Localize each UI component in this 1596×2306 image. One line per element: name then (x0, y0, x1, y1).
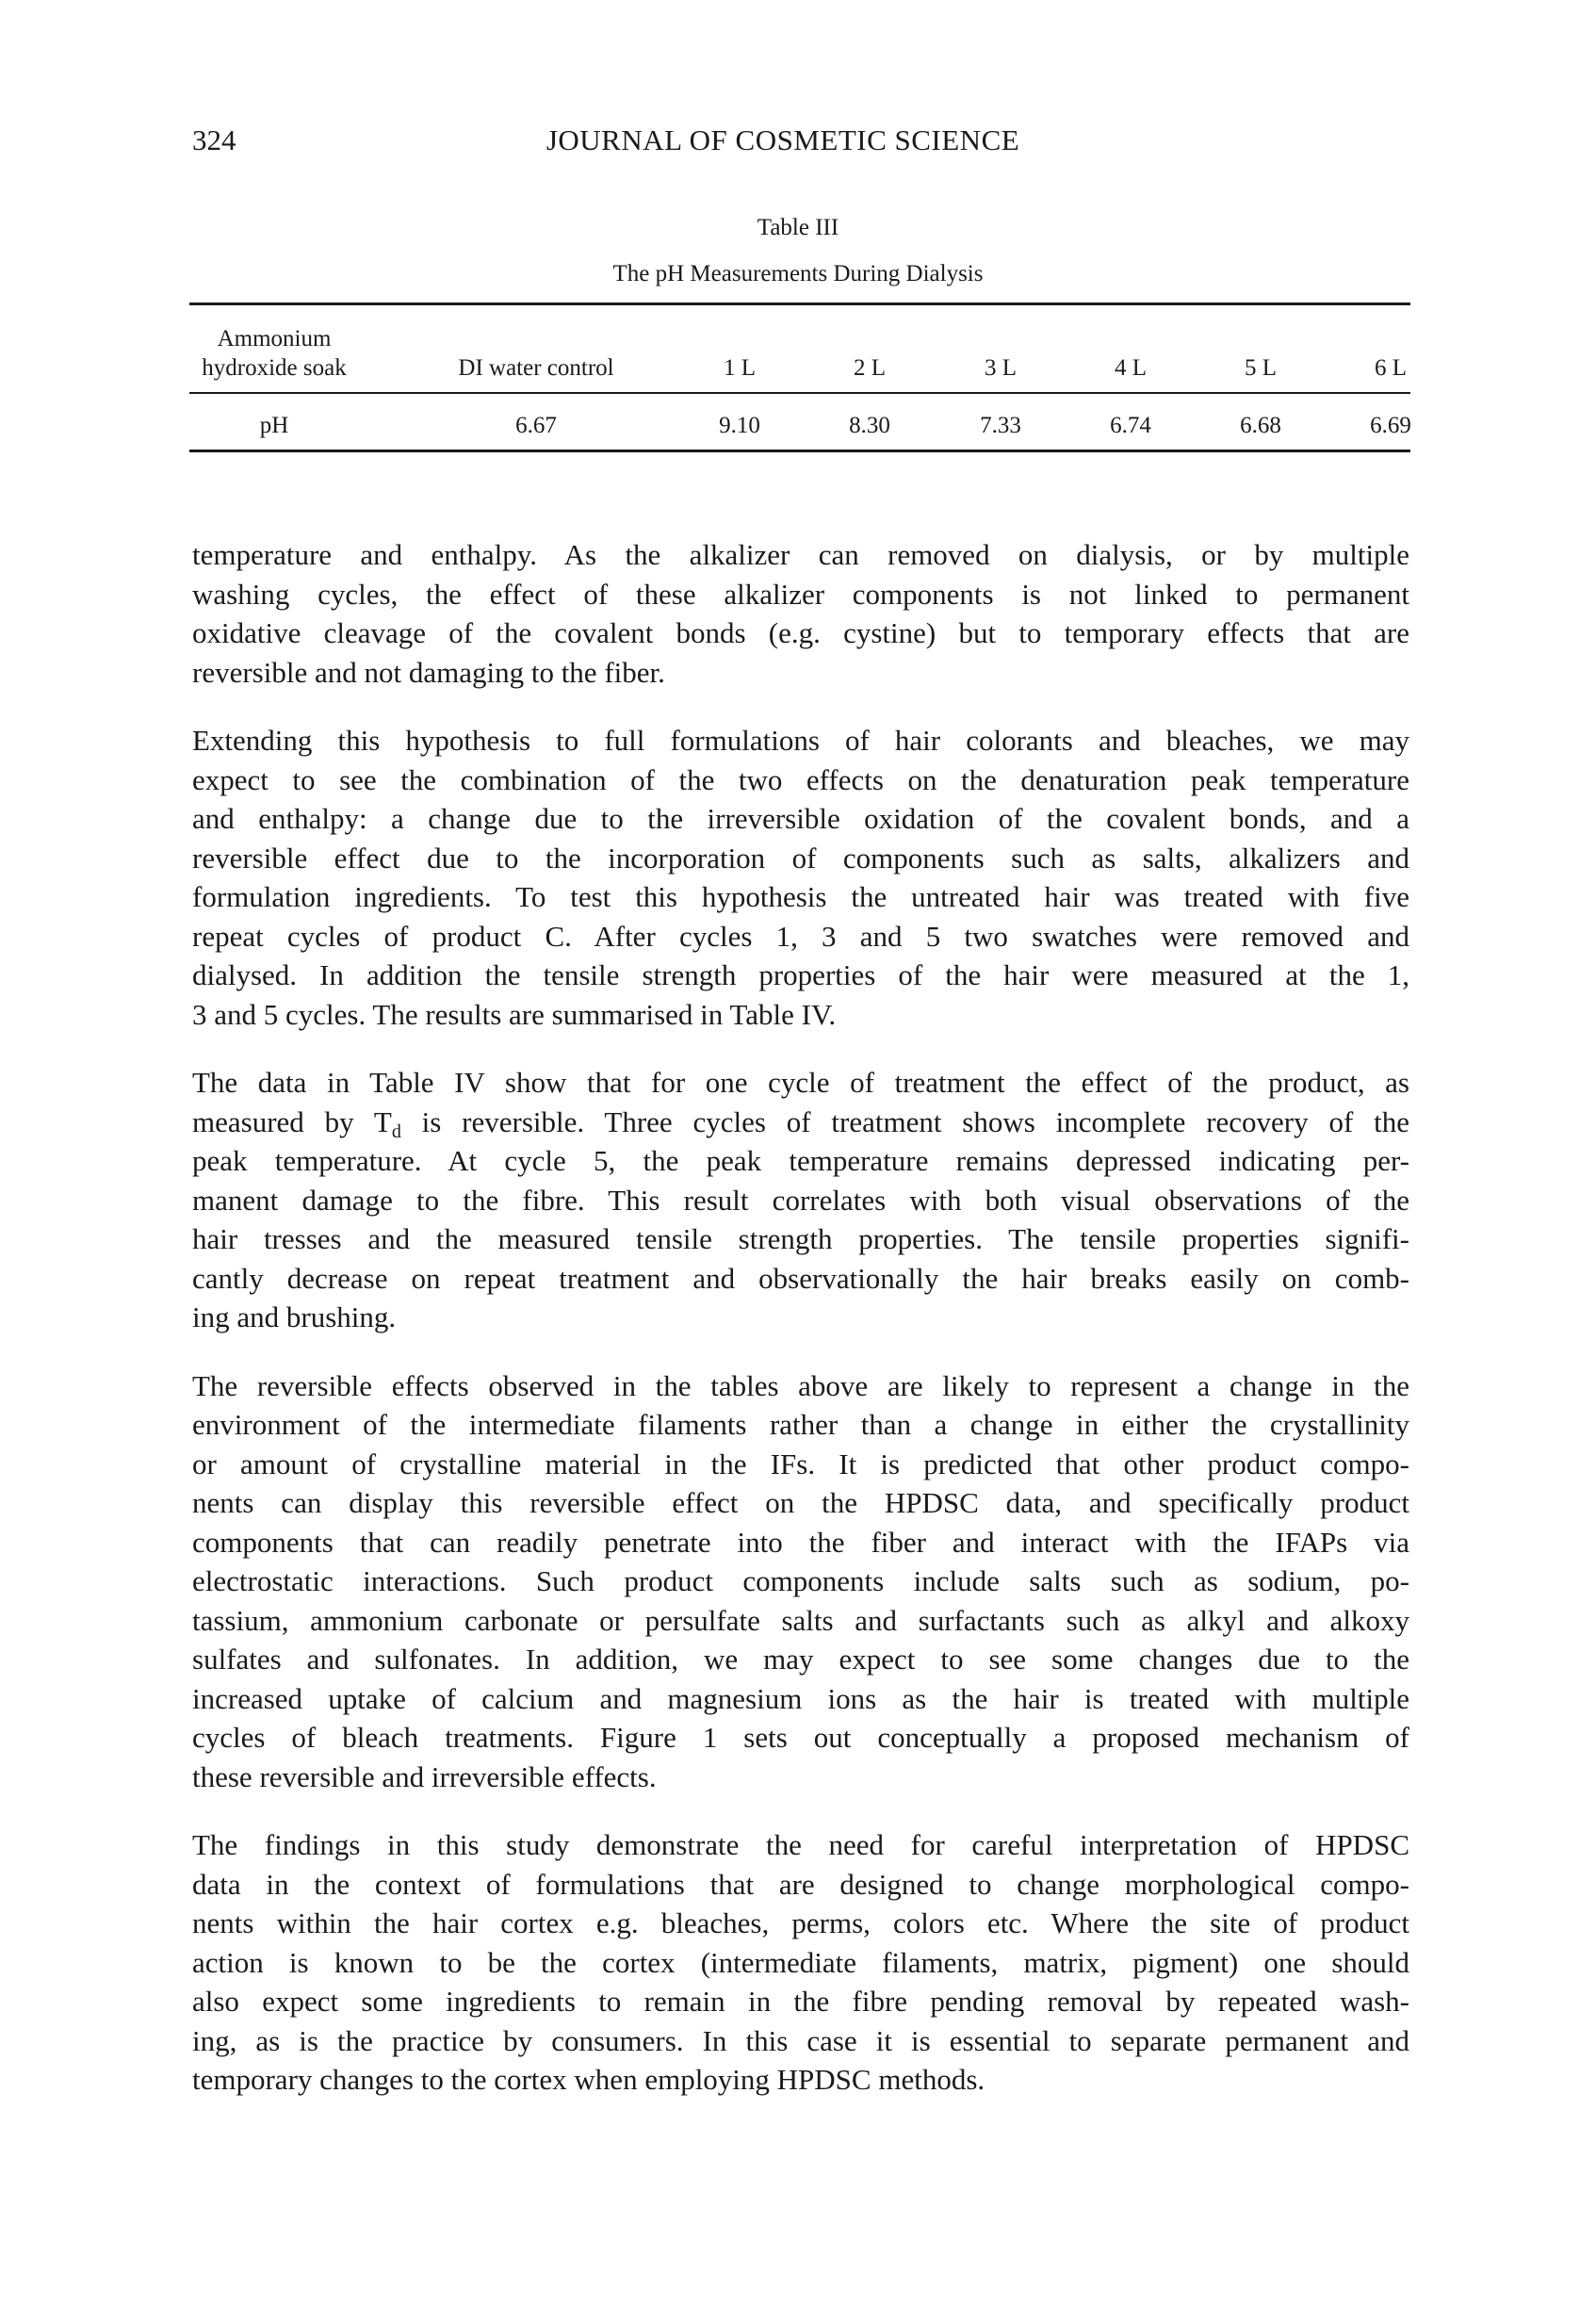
table-header-rule (189, 392, 1410, 394)
table-cell-ph: 7.33 (980, 413, 1021, 438)
text-line: dialysed. In addition the tensile strength properties of the hair were measured at the 1, (192, 958, 1409, 991)
table-column-header: 2 L (853, 355, 887, 381)
text-line: sulfates and sulfonates. In addition, we may expect to see some changes due to the (192, 1643, 1409, 1676)
table-cell-ph: 6.69 (1370, 413, 1411, 438)
text-line: nents can display this reversible effect on the HPDSC data, and specifically product (192, 1486, 1409, 1519)
text-line: also expect some ingredients to remain in the fibre pending removal by repeated wash- (192, 1985, 1409, 2018)
text-line: peak temperature. At cycle 5, the peak temperature remains depressed indicating per- (192, 1144, 1409, 1177)
running-header (0, 123, 1596, 157)
body-text (192, 535, 1409, 2129)
text-line: expect to see the combination of the two effects on the denaturation peak temperature (192, 762, 1409, 796)
text-line: washing cycles, the effect of these alkalizer components is not linked to permanent (192, 577, 1409, 611)
text-line: repeat cycles of product C. After cycles 1, 3 and 5 two swatches were removed and (192, 919, 1409, 953)
table-column-header: 6 L (1374, 355, 1408, 381)
text-run: is reversible. Three cycles of treatment shows incomplete recovery of the (400, 1104, 1409, 1138)
text-line: The data in Table IV show that for one cycle of treatment the effect of the product, as (192, 1066, 1409, 1099)
text-line: formulation ingredients. To test this hypothesis the untreated hair was treated with five (192, 880, 1409, 913)
table-header-label-line2: hydroxide soak (202, 355, 347, 381)
table-cell-ph: 8.30 (849, 413, 890, 438)
text-line: and enthalpy: a change due to the irreversible oxidation of the covalent bonds, and a (192, 802, 1409, 835)
text-line: ing, as is the practice by consumers. In this case it is essential to separate permanent and (192, 2023, 1409, 2057)
paragraph (192, 721, 1409, 1034)
subscript: d (391, 1120, 401, 1142)
text-line: reversible effect due to the incorporation of components such as salts, alkalizers and (192, 841, 1409, 875)
table-title: The pH Measurements During Dialysis (612, 261, 984, 286)
table-cell-ph: 6.67 (515, 413, 557, 438)
page-number: 324 (192, 123, 236, 156)
text-line: Extending this hypothesis to full formulations of hair colorants and bleaches, we may (192, 724, 1409, 757)
text-line: electrostatic interactions. Such product components include salts such as sodium, po- (192, 1564, 1409, 1597)
table-top-rule (189, 303, 1410, 305)
text-line: temperature and enthalpy. As the alkalizer can removed on dialysis, or by multiple (192, 538, 1409, 571)
text-line: The findings in this study demonstrate the need for careful interpretation of HPDSC (192, 1828, 1409, 1861)
table-column-header: 3 L (984, 355, 1018, 381)
table-bottom-rule (189, 450, 1410, 452)
text-line: 3 and 5 cycles. The results are summarised in Table IV. (192, 997, 837, 1031)
table-column-header: 1 L (723, 355, 757, 381)
text-line: environment of the intermediate filaments rather than a change in either the crystallinity (192, 1408, 1409, 1441)
table-cell-ph: 9.10 (719, 413, 760, 438)
text-line: The reversible effects observed in the tables above are likely to represent a change in the (192, 1368, 1409, 1402)
table-column-header: 5 L (1244, 355, 1278, 381)
text-line: action is known to be the cortex (intermediate filaments, matrix, pigment) one should (192, 1945, 1409, 1979)
paragraph (192, 1063, 1409, 1337)
paragraph (192, 1366, 1409, 1797)
text-run: measured by T (192, 1104, 392, 1138)
text-line: nents within the hair cortex e.g. bleaches, perms, colors etc. Where the site of product (192, 1906, 1409, 1939)
paragraph (192, 535, 1409, 692)
text-line: increased uptake of calcium and magnesium ions as the hair is treated with multiple (192, 1681, 1409, 1715)
table-cell-ph: 6.74 (1110, 413, 1151, 438)
text-line: reversible and not damaging to the fiber. (192, 655, 665, 689)
table-column-header: 4 L (1114, 355, 1148, 381)
text-line: cantly decrease on repeat treatment and observationally the hair breaks easily on comb- (192, 1261, 1409, 1295)
table-column-header: DI water control (458, 355, 614, 381)
text-line (192, 1103, 1409, 1142)
text-line: these reversible and irreversible effects. (192, 1759, 657, 1793)
text-line: components that can readily penetrate into the fiber and interact with the IFAPs via (192, 1525, 1409, 1559)
text-line: ing and brushing. (192, 1300, 397, 1333)
text-line: tassium, ammonium carbonate or persulfate salts and surfactants such as alkyl and alkoxy (192, 1603, 1409, 1637)
journal-title: JOURNAL OF COSMETIC SCIENCE (546, 123, 1020, 156)
paragraph (192, 1825, 1409, 2100)
table-row-label: pH (259, 413, 289, 438)
text-line: or amount of crystalline material in the IFs. It is predicted that other product compo- (192, 1447, 1409, 1480)
text-line: data in the context of formulations that are designed to change morphological compo- (192, 1867, 1409, 1901)
text-line: manent damage to the fibre. This result correlates with both visual observations of the (192, 1183, 1409, 1217)
table-label: Table III (757, 215, 839, 240)
table-header-label-line1: Ammonium (217, 326, 332, 352)
table-cell-ph: 6.68 (1240, 413, 1281, 438)
text-line: cycles of bleach treatments. Figure 1 sets out conceptually a proposed mechanism of (192, 1721, 1409, 1754)
text-line: temporary changes to the cortex when employing HPDSC methods. (192, 2063, 985, 2096)
text-line: oxidative cleavage of the covalent bonds (e.g. cystine) but to temporary effects that are (192, 616, 1409, 649)
text-line: hair tresses and the measured tensile strength properties. The tensile properties signifi- (192, 1222, 1409, 1255)
